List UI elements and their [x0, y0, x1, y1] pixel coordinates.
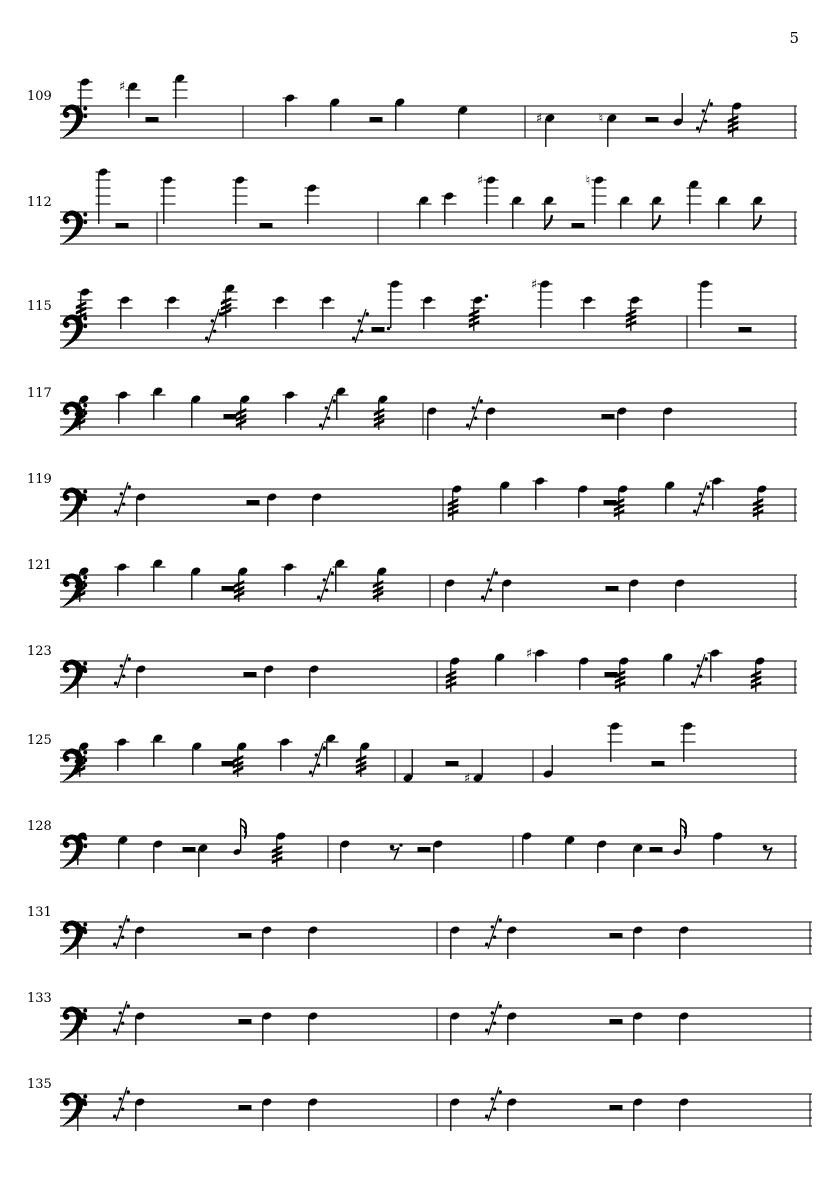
bass-clef-curl: [63, 495, 69, 501]
half-rest: [610, 1019, 623, 1024]
measure-number: 131: [27, 905, 52, 920]
ornament-dot: [487, 578, 490, 581]
bass-clef-dot: [83, 662, 87, 666]
half-rest: [739, 327, 752, 332]
half-rest: [222, 586, 235, 591]
ornament-dot: [495, 571, 498, 574]
system-133: [27, 991, 812, 1045]
natural-accidental: ♮: [598, 111, 604, 127]
eighth-rest: [391, 848, 400, 861]
ornament-dot: [499, 1004, 502, 1007]
ornament-dot: [491, 1011, 494, 1014]
ornament-dot: [127, 918, 130, 921]
sharp-accidental: ♯: [525, 646, 533, 662]
measure-number: 123: [27, 644, 52, 659]
ornament-dot: [366, 312, 369, 315]
ornament-line: [116, 915, 127, 949]
ornament-dot: [493, 1022, 496, 1025]
sharp-accidental: ♯: [530, 277, 538, 293]
bass-clef-dot: [83, 923, 87, 927]
ornament-dot: [323, 746, 326, 749]
ornament-dot: [693, 510, 696, 513]
half-rest: [650, 847, 663, 852]
ornament-dot: [213, 330, 216, 333]
ornament-line: [320, 568, 331, 602]
ornament-line: [488, 915, 499, 949]
ornament-dot: [119, 1011, 122, 1014]
bass-clef-curl: [62, 660, 83, 694]
bass-clef-dot: [83, 576, 87, 580]
bass-clef-curl: [63, 218, 69, 224]
half-rest: [116, 223, 129, 228]
sharp-accidental: ♯: [535, 111, 543, 127]
ornament-line: [488, 1001, 499, 1035]
ornament-dot: [466, 424, 469, 427]
half-rest: [372, 327, 385, 332]
ornament-dot: [696, 127, 699, 130]
measure-number: 117: [27, 386, 52, 401]
bass-clef-dot: [83, 751, 87, 755]
bass-clef-dot: [83, 107, 87, 111]
ornament-dot: [485, 1029, 488, 1032]
bass-clef-curl: [63, 928, 69, 934]
ornament-dot: [331, 571, 334, 574]
half-rest: [418, 847, 431, 852]
ornament-dot: [701, 503, 704, 506]
bass-clef-curl: [62, 105, 83, 139]
ornament-dot: [325, 589, 328, 592]
sharp-accidental: ♯: [118, 79, 126, 95]
page-number: 5: [789, 29, 799, 47]
measure-number: 128: [27, 819, 52, 834]
ornament-dot: [309, 771, 312, 774]
ornament-dot: [114, 510, 117, 513]
measure-number: 115: [27, 299, 52, 314]
natural-accidental: ♮: [585, 173, 591, 189]
ornament-dot: [113, 1115, 116, 1118]
measure-number: 121: [27, 558, 52, 573]
half-rest: [239, 1019, 252, 1024]
system-119: [27, 472, 797, 526]
half-rest: [224, 414, 237, 419]
bass-clef-curl: [62, 1007, 83, 1041]
bass-clef: [62, 921, 87, 955]
bass-clef-dot: [83, 404, 87, 408]
bass-clef: [62, 402, 87, 436]
half-rest: [239, 933, 252, 938]
ornament-line: [694, 654, 705, 688]
bass-clef: [62, 835, 87, 869]
ornament-dot: [352, 337, 355, 340]
augmentation-dot: [387, 327, 390, 330]
ornament-dot: [704, 120, 707, 123]
ornament-dot: [317, 596, 320, 599]
bass-clef-curl: [62, 315, 83, 349]
bass-clef-dot: [83, 490, 87, 494]
bass-clef: [62, 749, 87, 783]
half-rest: [239, 1105, 252, 1110]
bass-clef-curl: [62, 488, 83, 522]
ornament-dot: [485, 943, 488, 946]
ornament-dot: [472, 406, 475, 409]
bass-clef: [62, 1093, 87, 1127]
bass-clef-dot: [83, 1009, 87, 1013]
half-rest: [244, 672, 257, 677]
ornament-dot: [120, 664, 123, 667]
bass-clef-curl: [63, 409, 69, 415]
bass-clef-curl: [63, 581, 69, 587]
measure-number: 119: [27, 472, 52, 487]
ornament-dot: [707, 485, 710, 488]
half-rest: [247, 500, 260, 505]
ornament-line: [208, 309, 219, 343]
half-rest: [606, 586, 619, 591]
system-135: [27, 1077, 812, 1131]
ornament-dot: [119, 925, 122, 928]
ornament-dot: [319, 424, 322, 427]
ornament-dot: [317, 764, 320, 767]
ornament-dot: [122, 503, 125, 506]
ornament-dot: [702, 109, 705, 112]
measure-number: 133: [27, 991, 52, 1006]
bass-clef-dot: [83, 317, 87, 321]
bass-clef: [62, 574, 87, 608]
half-rest: [572, 223, 585, 228]
system-112: [27, 167, 797, 244]
eighth-rest: [764, 848, 773, 861]
ornament-line: [312, 743, 323, 777]
bass-clef: [62, 315, 87, 349]
ornament-dot: [113, 1029, 116, 1032]
ornament-dot: [128, 485, 131, 488]
ornament-dot: [710, 102, 713, 105]
ornament-line: [117, 482, 128, 516]
half-rest: [222, 761, 235, 766]
bass-clef-curl: [63, 322, 69, 328]
ornament-dot: [327, 417, 330, 420]
ornament-dot: [211, 319, 214, 322]
half-rest: [646, 117, 659, 122]
ornament-dot: [205, 337, 208, 340]
ornament-dot: [127, 1004, 130, 1007]
ornament-dot: [360, 330, 363, 333]
ornament-dot: [491, 1097, 494, 1100]
augmentation-dot: [485, 294, 488, 297]
system-115: [27, 278, 797, 349]
ornament-line: [322, 396, 333, 430]
ornament-dot: [128, 657, 131, 660]
ornament-dot: [474, 417, 477, 420]
ornament-dot: [705, 657, 708, 660]
half-rest: [260, 223, 273, 228]
ornament-dot: [323, 578, 326, 581]
bass-clef: [62, 105, 87, 139]
ornament-dot: [499, 1090, 502, 1093]
eighth-rest: [763, 845, 768, 850]
half-rest: [146, 117, 159, 122]
bass-clef: [62, 488, 87, 522]
half-rest: [183, 847, 196, 852]
system-123: [27, 644, 797, 698]
ornament-dot: [325, 406, 328, 409]
bass-clef: [62, 211, 87, 245]
bass-clef: [62, 1007, 87, 1041]
bass-clef-curl: [63, 1014, 69, 1020]
flag: [653, 216, 660, 229]
flag: [545, 216, 552, 229]
bass-clef-curl: [63, 112, 69, 118]
ornament-dot: [489, 589, 492, 592]
bass-clef-dot: [83, 213, 87, 217]
system-121: [27, 558, 797, 612]
augmentation-dot: [399, 843, 402, 846]
ornament-dot: [127, 1090, 130, 1093]
ornament-line: [484, 568, 495, 602]
ornament-dot: [113, 943, 116, 946]
ornament-dot: [121, 1022, 124, 1025]
bass-clef: [62, 660, 87, 694]
ornament-dot: [697, 664, 700, 667]
bass-clef-dot: [83, 844, 87, 848]
bass-clef-curl: [63, 667, 69, 673]
ornament-line: [116, 1087, 127, 1121]
half-rest: [602, 414, 615, 419]
system-131: [27, 905, 812, 959]
bass-clef-curl: [62, 921, 83, 955]
system-125: [27, 721, 797, 786]
bass-clef-curl: [63, 842, 69, 848]
bass-clef-curl: [62, 1093, 83, 1127]
ornament-line: [488, 1087, 499, 1121]
bass-clef-dot: [83, 324, 87, 328]
system-128: [27, 819, 797, 877]
ornament-dot: [315, 753, 318, 756]
ornament-dot: [122, 675, 125, 678]
half-rest: [370, 117, 383, 122]
ornament-line: [116, 1001, 127, 1035]
ornament-dot: [493, 1108, 496, 1111]
bass-clef-curl: [62, 211, 83, 245]
system-117: [27, 386, 797, 440]
ornament-dot: [119, 1097, 122, 1100]
bass-clef-curl: [63, 756, 69, 762]
ornament-dot: [699, 492, 702, 495]
ornament-dot: [485, 1115, 488, 1118]
measure-number: 135: [27, 1077, 52, 1092]
bass-clef-dot: [83, 1095, 87, 1099]
half-rest: [652, 761, 665, 766]
ornament-dot: [358, 319, 361, 322]
sharp-accidental: ♯: [476, 173, 484, 189]
bass-clef-curl: [63, 1100, 69, 1106]
ornament-line: [355, 309, 366, 343]
sharp-accidental: ♯: [463, 771, 471, 787]
bass-clef-curl: [62, 835, 83, 869]
ornament-line: [117, 654, 128, 688]
ornament-line: [469, 396, 480, 430]
bass-clef-dot: [83, 114, 87, 118]
ornament-dot: [691, 682, 694, 685]
half-rest: [610, 1105, 623, 1110]
flag: [754, 216, 761, 229]
ornament-dot: [491, 925, 494, 928]
ornament-dot: [114, 682, 117, 685]
measure-number: 112: [27, 195, 52, 210]
ornament-dot: [121, 936, 124, 939]
system-109: [27, 73, 797, 147]
bass-clef-dot: [83, 220, 87, 224]
ornament-dot: [481, 596, 484, 599]
measure-number: 125: [27, 733, 52, 748]
ornament-dot: [120, 492, 123, 495]
ornament-dot: [480, 399, 483, 402]
eighth-rest: [390, 845, 395, 850]
half-rest: [446, 761, 459, 766]
ornament-dot: [493, 936, 496, 939]
ornament-line: [699, 99, 710, 133]
half-rest: [610, 933, 623, 938]
ornament-dot: [699, 675, 702, 678]
ornament-dot: [333, 399, 336, 402]
ornament-line: [696, 482, 707, 516]
ornament-dot: [121, 1108, 124, 1111]
ornament-dot: [499, 918, 502, 921]
measure-number: 109: [27, 89, 52, 104]
